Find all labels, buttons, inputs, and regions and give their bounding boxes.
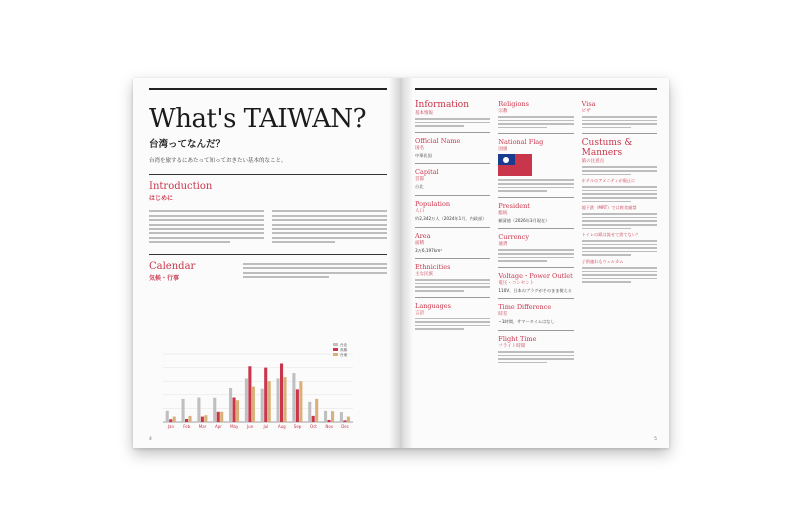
fact-title: Population bbox=[415, 199, 451, 208]
fact-subtitle: 宗教 bbox=[498, 109, 508, 114]
fact-value: 約2,342万人（2024年1月、内政部） bbox=[415, 215, 487, 221]
text-line bbox=[498, 123, 573, 125]
intro-body bbox=[149, 208, 387, 246]
bar-高雄-Jan bbox=[169, 419, 172, 422]
bar-台東-Oct bbox=[315, 399, 318, 422]
item-divider bbox=[415, 163, 490, 164]
text-line bbox=[498, 355, 573, 357]
text-line bbox=[582, 254, 631, 256]
section-rule bbox=[149, 254, 387, 255]
text-line bbox=[582, 278, 657, 280]
section-rule bbox=[149, 174, 387, 175]
text-line bbox=[582, 116, 657, 118]
bar-台北-Dec bbox=[340, 412, 343, 422]
bar-台東-Aug bbox=[283, 377, 286, 422]
bar-台北-Sep bbox=[292, 373, 295, 422]
text-line bbox=[415, 283, 490, 285]
fact-subtitle: 電圧・コンセント bbox=[498, 280, 535, 286]
calendar-header bbox=[149, 261, 387, 282]
intro-column-1 bbox=[149, 208, 264, 246]
text-line bbox=[415, 125, 464, 127]
bar-台東-Jul bbox=[268, 381, 271, 422]
text-line bbox=[498, 116, 573, 118]
fact-value: −1時間、サマータイムはなし bbox=[498, 319, 555, 325]
text-line bbox=[582, 127, 631, 129]
bar-台東-May bbox=[236, 400, 239, 422]
fact-subtitle: 面積 bbox=[415, 240, 424, 246]
tick-label-Feb: Feb bbox=[183, 424, 191, 429]
text-line bbox=[415, 290, 464, 292]
page-lead: 台湾を旅するにあたって知っておきたい基本的なこと。 bbox=[149, 158, 287, 164]
facts-column-3 bbox=[582, 100, 657, 365]
text-line bbox=[582, 228, 631, 230]
fact-subtitle: 首都 bbox=[415, 177, 424, 183]
bar-高雄-Nov bbox=[328, 420, 331, 422]
fact-value: 110V、日本のプラグがそのまま使える bbox=[498, 287, 572, 293]
note-heading: トイレの紙は流せて捨てない？ bbox=[581, 232, 641, 238]
text-line bbox=[415, 286, 490, 288]
text-line bbox=[582, 174, 631, 176]
item-divider bbox=[415, 132, 490, 133]
fact-title: Capital bbox=[415, 168, 439, 177]
tick-label-Jul: Jul bbox=[263, 424, 269, 429]
bar-高雄-Oct bbox=[312, 416, 315, 422]
facts-column-2 bbox=[498, 100, 573, 365]
text-line bbox=[582, 247, 657, 249]
open-book bbox=[133, 78, 669, 448]
top-rule bbox=[149, 88, 387, 90]
bar-高雄-Jun bbox=[248, 366, 251, 422]
fact-title: Languages bbox=[415, 301, 451, 310]
bar-高雄-Feb bbox=[185, 419, 188, 422]
text-line bbox=[582, 197, 657, 199]
note-heading: 地下鉄（MRT）では飲食厳禁 bbox=[581, 205, 637, 211]
text-line bbox=[582, 120, 657, 122]
page-title: What's TAIWAN? bbox=[149, 104, 367, 134]
intro-heading: Introduction bbox=[149, 181, 213, 192]
climate-chart bbox=[147, 340, 373, 444]
top-rule bbox=[415, 88, 657, 90]
text-line bbox=[498, 179, 573, 181]
text-line bbox=[498, 253, 573, 255]
item-divider bbox=[498, 228, 573, 229]
text-line bbox=[582, 274, 657, 276]
tick-label-Jun: Jun bbox=[246, 424, 254, 429]
item-divider bbox=[415, 227, 490, 228]
bar-台東-Feb bbox=[188, 416, 191, 422]
text-line bbox=[498, 249, 573, 251]
page-number: 4 bbox=[149, 437, 152, 442]
fact-title: Area bbox=[415, 231, 431, 240]
text-line bbox=[582, 281, 631, 283]
bar-台東-Jan bbox=[173, 417, 176, 422]
text-line bbox=[415, 279, 490, 281]
text-line bbox=[498, 120, 573, 122]
text-line bbox=[582, 220, 657, 222]
fact-title: Ethnicities bbox=[415, 263, 451, 272]
bar-台北-Jan bbox=[166, 411, 169, 422]
intro-subheading: はじめに bbox=[149, 195, 174, 202]
text-line bbox=[582, 251, 657, 253]
intro-column-2 bbox=[272, 208, 387, 246]
item-divider bbox=[498, 133, 573, 134]
bar-高雄-May bbox=[233, 398, 236, 422]
legend-label-高雄: 高雄 bbox=[340, 348, 348, 352]
bar-台東-Nov bbox=[331, 411, 334, 422]
bar-高雄-Dec bbox=[343, 420, 346, 422]
text-line bbox=[498, 257, 573, 259]
fact-subtitle: ビザ bbox=[581, 109, 591, 114]
text-line bbox=[415, 118, 490, 120]
item-divider bbox=[582, 133, 657, 134]
tick-label-Aug: Aug bbox=[277, 424, 286, 429]
bar-台東-Dec bbox=[347, 417, 350, 422]
fact-title: Voltage・Power Outlet bbox=[498, 271, 573, 280]
legend-label-台東: 台東 bbox=[340, 353, 348, 357]
climate-chart-svg bbox=[147, 340, 373, 440]
left-page bbox=[133, 78, 401, 448]
tick-label-Dec: Dec bbox=[341, 424, 349, 429]
legend-swatch-台北 bbox=[333, 343, 338, 346]
note-heading: ホテルのアメニティが廃止に bbox=[581, 178, 636, 184]
text-line bbox=[582, 190, 657, 192]
fact-subtitle: 旅の注意点 bbox=[581, 159, 605, 165]
fact-title: Custums & Manners bbox=[581, 138, 633, 159]
fact-title: Information bbox=[415, 100, 470, 110]
text-line bbox=[582, 224, 657, 226]
fact-title: Official Name bbox=[415, 136, 461, 145]
text-line bbox=[582, 123, 657, 125]
legend-label-台北: 台北 bbox=[340, 343, 348, 347]
text-line bbox=[582, 213, 657, 215]
fact-subtitle: 総統 bbox=[498, 210, 508, 216]
item-divider bbox=[415, 195, 490, 196]
text-line bbox=[498, 358, 573, 360]
text-line bbox=[498, 127, 547, 129]
tick-label-Nov: Nov bbox=[325, 424, 334, 429]
text-line bbox=[498, 183, 573, 185]
note-heading: 子供連れもウェルカム bbox=[581, 259, 624, 265]
text-line bbox=[415, 318, 490, 320]
fact-value: 中華民国 bbox=[415, 152, 432, 158]
text-line bbox=[498, 187, 573, 189]
bar-台北-Aug bbox=[277, 378, 280, 422]
fact-subtitle: 主な民族 bbox=[415, 272, 433, 278]
text-line bbox=[582, 170, 657, 172]
text-line bbox=[415, 122, 490, 124]
bar-台東-Apr bbox=[220, 412, 223, 422]
tick-label-Apr: Apr bbox=[214, 424, 222, 429]
text-line bbox=[498, 362, 547, 364]
item-divider bbox=[415, 258, 490, 259]
text-line bbox=[582, 217, 657, 219]
bar-台北-Feb bbox=[182, 399, 185, 422]
tick-label-Oct: Oct bbox=[309, 424, 317, 429]
text-line bbox=[582, 193, 657, 195]
fact-value: 3万6,197km² bbox=[415, 247, 443, 253]
calendar-note bbox=[243, 261, 387, 282]
bar-台北-Nov bbox=[324, 411, 327, 422]
text-line bbox=[582, 201, 631, 203]
fact-subtitle: 時差 bbox=[498, 312, 508, 318]
fact-subtitle: 人口 bbox=[415, 208, 424, 214]
tick-label-Jan: Jan bbox=[167, 424, 175, 429]
fact-subtitle: 言語 bbox=[415, 310, 424, 316]
fact-value: 頼清徳（2026年3月現在） bbox=[498, 217, 550, 223]
bar-台北-Jun bbox=[245, 378, 248, 422]
fact-title: Religions bbox=[498, 100, 529, 108]
bar-高雄-Sep bbox=[296, 389, 299, 422]
fact-subtitle: フライト時間 bbox=[498, 343, 526, 349]
item-divider bbox=[415, 297, 490, 298]
right-page bbox=[401, 78, 669, 448]
fact-subtitle: 国名 bbox=[415, 145, 424, 151]
item-divider bbox=[498, 197, 573, 198]
fact-title: Flight Time bbox=[498, 334, 537, 343]
legend-swatch-台東 bbox=[333, 353, 338, 356]
fact-subtitle: 基本情報 bbox=[415, 111, 433, 116]
fact-title: Time Difference bbox=[498, 303, 552, 312]
taiwan-flag-icon bbox=[498, 154, 532, 176]
text-line bbox=[415, 325, 490, 327]
text-line bbox=[415, 321, 490, 323]
bar-高雄-Jul bbox=[264, 368, 267, 422]
fact-title: President bbox=[498, 201, 530, 210]
text-line bbox=[582, 267, 657, 269]
text-line bbox=[582, 166, 657, 168]
tick-label-May: May bbox=[230, 424, 239, 429]
text-line bbox=[582, 244, 657, 246]
bar-高雄-Mar bbox=[201, 417, 204, 422]
text-line bbox=[498, 260, 547, 262]
fact-value: 台北 bbox=[415, 184, 424, 190]
text-line bbox=[415, 328, 464, 330]
calendar-heading: Calendar bbox=[149, 260, 196, 272]
text-line bbox=[498, 190, 547, 192]
item-divider bbox=[498, 298, 573, 299]
page-number: 5 bbox=[654, 437, 657, 442]
page-subtitle: 台湾ってなんだ？ bbox=[149, 139, 226, 150]
bar-高雄-Apr bbox=[217, 412, 220, 422]
fact-title: Visa bbox=[581, 100, 596, 108]
bar-台北-May bbox=[229, 388, 232, 422]
text-line bbox=[582, 186, 657, 188]
bar-台東-Mar bbox=[204, 415, 207, 422]
text-line bbox=[498, 351, 573, 353]
text-line bbox=[582, 271, 657, 273]
tick-label-Mar: Mar bbox=[198, 424, 207, 429]
item-divider bbox=[498, 330, 573, 331]
bar-台東-Sep bbox=[299, 381, 302, 422]
bar-台北-Oct bbox=[308, 402, 311, 422]
bar-台東-Jun bbox=[252, 387, 255, 422]
text-line bbox=[582, 240, 657, 242]
fact-subtitle: 国旗 bbox=[498, 147, 508, 153]
fact-subtitle: 通貨 bbox=[498, 242, 508, 248]
fact-title: National Flag bbox=[498, 138, 544, 147]
tick-label-Sep: Sep bbox=[293, 424, 302, 429]
bar-台北-Mar bbox=[197, 398, 200, 422]
item-divider bbox=[498, 267, 573, 268]
bar-台北-Apr bbox=[213, 398, 216, 422]
facts-grid bbox=[415, 100, 657, 365]
fact-title: Currency bbox=[498, 233, 530, 242]
legend-swatch-高雄 bbox=[333, 348, 338, 351]
bar-高雄-Aug bbox=[280, 364, 283, 422]
bar-台北-Jul bbox=[261, 389, 264, 422]
facts-column-1 bbox=[415, 100, 490, 365]
calendar-subheading: 気候・行事 bbox=[149, 274, 180, 282]
